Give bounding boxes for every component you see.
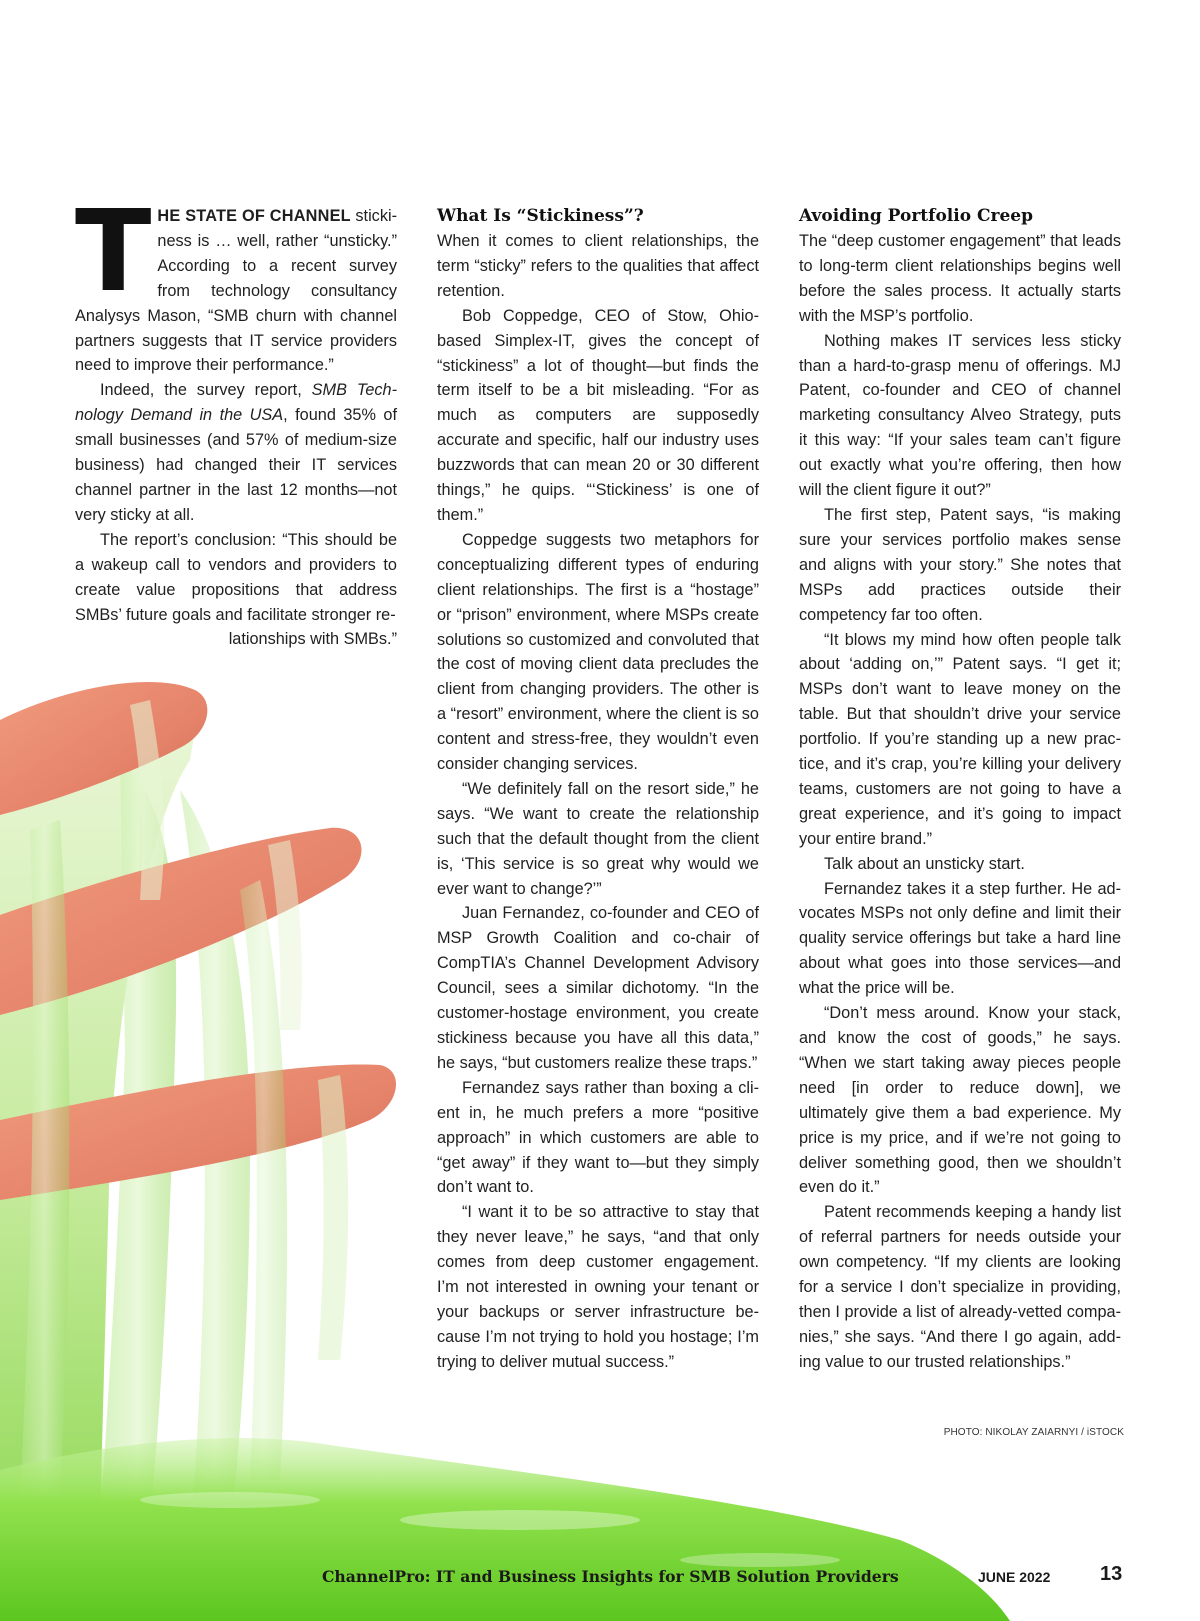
- paragraph: Fernandez says rather than boxing a client in, he much prefers a more “positive approach” in which customers are able to “get away” if they want to—but they simply don’t want to.: [437, 1078, 759, 1197]
- paragraph: “It blows my mind how often people talk about ‘adding on,’” Patent says. “I get it; MSPs don’t want to leave money on the table. But that shouldn’t drive your service portfolio. If you’re standing up a new practice, and it’s crap, you’re killing your delivery teams, customers are not going to have a great experience, and it’s going to impact your entire brand.”: [799, 630, 1121, 848]
- paragraph: “Don’t mess around. Know your stack, and know the cost of goods,” he says. “When we start taking away pieces people need [in order to reduce down], we ultimately give them a bad experience. My price is my price, and if we’re not going to deliver something good, then we shouldn’t even do it.”: [799, 1004, 1121, 1197]
- section-heading-stickiness: What Is “Stickiness”?: [437, 206, 644, 226]
- text-run: Indeed, the survey report,: [100, 381, 312, 400]
- page-number: 13: [1100, 1563, 1123, 1585]
- text-run: , found 35% of small businesses (and 57% of medium-size business) had changed their IT services channel partner in the last 12 months—not very sticky at all.: [75, 406, 397, 524]
- paragraph: When it comes to client relationships, the term “sticky” refers to the qualities that affect retention.: [437, 232, 759, 300]
- paragraph: “We definitely fall on the resort side,” he says. “We want to create the relationship such that the default thought from the client is, ‘This service is so great why would we ever want to change?’”: [437, 779, 759, 898]
- paragraph-end: lationships with SMBs.”: [228, 630, 397, 649]
- paragraph: [75, 378, 397, 527]
- paragraph: Patent recommends keeping a handy list of referral partners for needs outside your own competency. “If my clients are looking for a service I don’t specialize in providing, then I provide a list of already-vetted companies,” she says. “And there I go again, adding value to our trusted relationships.”: [799, 1203, 1121, 1371]
- article-column-3: [799, 204, 1121, 1375]
- report-title: SMB Technology Demand in the USA: [75, 381, 397, 425]
- paragraph: Nothing makes IT services less sticky than a hard-to-grasp menu of offerings. MJ Patent, co-founder and CEO of channel marketing consultancy Alveo Strategy, puts it this way: “If your sales team can’t figure out exactly what you’re offering, then how will the client figure it out?”: [799, 331, 1121, 500]
- paragraph: The first step, Patent says, “is making sure your services portfolio makes sense and aligns with your story.” She notes that MSPs add practices outside their competency far too often.: [799, 505, 1121, 624]
- article-column-1: [75, 187, 398, 652]
- paragraph: The “deep customer engagement” that leads to long-term client relationships begins well before the sales process. It actually starts with the MSP’s portfolio.: [799, 232, 1121, 325]
- paragraph: Bob Coppedge, CEO of Stow, Ohio-based Simplex-IT, gives the concept of “stickiness” a lot of thought—but finds the term itself to be a bit misleading. “For as much as computers are supposedly accurate and specific, half our industry uses buzzwords that can mean 20 or 30 different things,” he quips. “‘Stickiness’ is one of them.”: [437, 306, 759, 524]
- paragraph: “I want it to be so attractive to stay that they never leave,” he says, “and that only comes from deep customer engagement. I’m not interested in owning your tenant or your backups or server infrastructure because I’m not trying to hold you hostage; I’m trying to deliver mutual success.”: [437, 1203, 759, 1371]
- footer-date: JUNE 2022: [978, 1569, 1051, 1585]
- paragraph: Coppedge suggests two metaphors for conceptualizing different types of enduring client relationships. The first is a “hostage” or “prison” environment, where MSPs create solutions so customized and convoluted that the cost of moving client data precludes the client from changing providers. The other is a “resort” environment, where the client is so content and stress-free, they wouldn’t even consider changing services.: [437, 530, 759, 774]
- paragraph: The report’s conclusion: “This should be a wakeup call to vendors and providers to create value propositions that address SMBs’ future goals and facilitate stronger re-: [75, 530, 397, 624]
- intro-paragraph: [75, 187, 398, 378]
- paragraph: Juan Fernandez, co-founder and CEO of MSP Growth Coalition and co-chair of CompTIA’s Channel Development Advisory Council, sees a similar dichotomy. “In the customer-hostage environment, you create stickiness because you have all this data,” he says, “but customers realize these traps.”: [437, 904, 759, 1072]
- paragraph: Talk about an unsticky start.: [824, 854, 1025, 873]
- section-heading-portfolio-creep: Avoiding Portfolio Creep: [799, 206, 1033, 226]
- article-column-2: [437, 204, 759, 1375]
- paragraph: Fernandez takes it a step further. He advocates MSPs not only define and limit their quality service offerings but take a hard line about what goes into those services—and what the price will be.: [799, 879, 1121, 998]
- lead-caps: HE STATE OF CHANNEL: [157, 207, 351, 225]
- footer-publication: ChannelPro: IT and Business Insights for SMB Solution Providers: [322, 1567, 899, 1586]
- photo-credit: PHOTO: NIKOLAY ZAIARNYI / iSTOCK: [943, 1427, 1124, 1438]
- intro-text: stickiness is … well, rather “unsticky.” According to a recent survey from technology consultancy Analysys Mason, “SMB churn with channel partners suggests that IT service providers need to improve their performance.”: [75, 207, 398, 375]
- drop-cap: T: [75, 187, 152, 317]
